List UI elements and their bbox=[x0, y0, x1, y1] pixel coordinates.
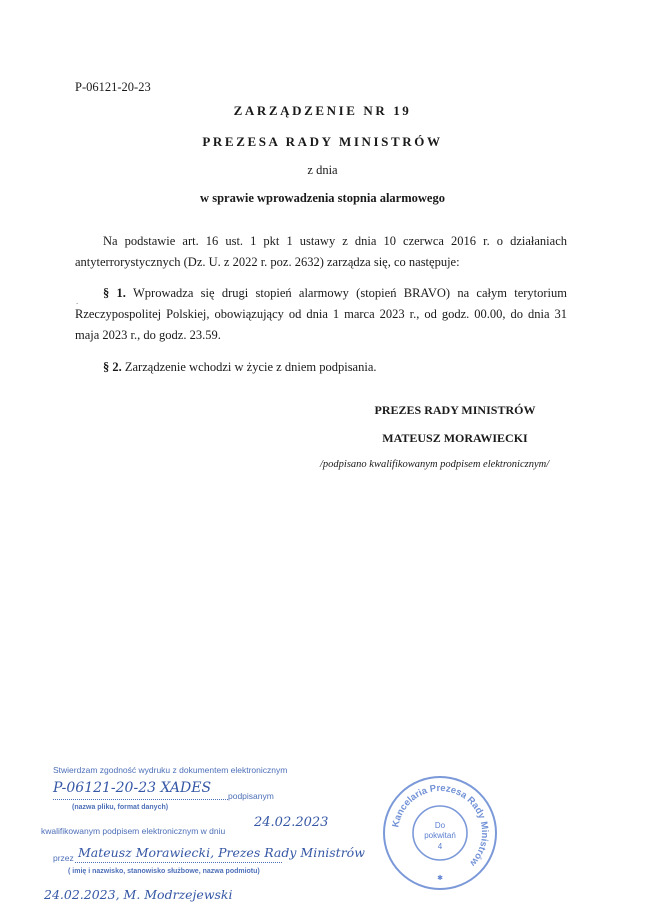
handwritten-date: 24.02.2023 bbox=[254, 815, 329, 830]
certification-statement: Stwierdzam zgodność wydruku z dokumentem elektronicznym bbox=[53, 765, 288, 775]
stamp-seal-icon bbox=[380, 773, 500, 893]
signature-title: PREZES RADY MINISTRÓW bbox=[374, 403, 536, 417]
document-issuer: PREZESA RADY MINISTRÓW bbox=[202, 134, 443, 149]
handwritten-person: Mateusz Morawiecki, Prezes Rady Ministrów bbox=[78, 845, 365, 860]
section-2-mark: § 2. bbox=[103, 360, 122, 374]
file-name-dotted-line bbox=[53, 799, 228, 800]
stamp-center-line-1: Do bbox=[434, 821, 446, 830]
document-title: ZARZĄDZENIE NR 19 bbox=[233, 103, 412, 118]
person-dotted-line bbox=[75, 862, 282, 863]
handwritten-file-name: P-06121-20-23 XADES bbox=[53, 780, 212, 796]
by-label: przez bbox=[53, 853, 74, 863]
preamble: Na podstawie art. 16 ust. 1 pkt 1 ustawy z dnia 10 czerwca 2016 r. o działaniach antyterrorystycznych (Dz. U. z 2022 r. poz. 2632) zarządza się, co następuje: bbox=[75, 234, 567, 269]
signature-date-label: kwalifikowanym podpisem elektronicznym w dniu bbox=[41, 826, 226, 836]
document-subject: w sprawie wprowadzenia stopnia alarmowego bbox=[200, 191, 445, 205]
section-2-text: Zarządzenie wchodzi w życie z dniem podpisania. bbox=[121, 360, 377, 374]
date-line: z dnia bbox=[307, 163, 338, 177]
stamp-ring-text: Kancelaria Prezesa Rady Ministrów bbox=[390, 782, 491, 869]
stamp-star-icon: ✱ bbox=[437, 874, 443, 882]
file-caption: (nazwa pliku, format danych) bbox=[72, 804, 169, 811]
stamp-center-number: 4 bbox=[437, 842, 443, 851]
handwritten-footer: 24.02.2023, M. Modrzejewski bbox=[44, 887, 233, 902]
person-caption: ( imię i nazwisko, stanowisko służbowe, nazwa podmiotu) bbox=[68, 868, 260, 875]
section-1 bbox=[75, 283, 567, 346]
official-stamp bbox=[380, 773, 500, 898]
signed-label: podpisanym bbox=[228, 791, 274, 801]
stamp-center-line-2: pokwitań bbox=[424, 831, 456, 840]
section-2 bbox=[75, 357, 567, 378]
signature-note: /podpisano kwalifikowanym podpisem elektronicznym/ bbox=[320, 459, 550, 470]
section-1-mark: § 1. bbox=[103, 286, 126, 300]
margin-mark: . bbox=[76, 296, 79, 306]
signature-name: MATEUSZ MORAWIECKI bbox=[382, 431, 528, 445]
section-1-text: Wprowadza się drugi stopień alarmowy (stopień BRAVO) na całym terytorium Rzeczypospolitej Polskiej, obowiązujący od dnia 1 marca 2023 r., od godz. 00.00, do dnia 31 maja 2023 r., do godz. 23.59. bbox=[75, 286, 568, 342]
document-reference: P-06121-20-23 bbox=[75, 80, 151, 94]
